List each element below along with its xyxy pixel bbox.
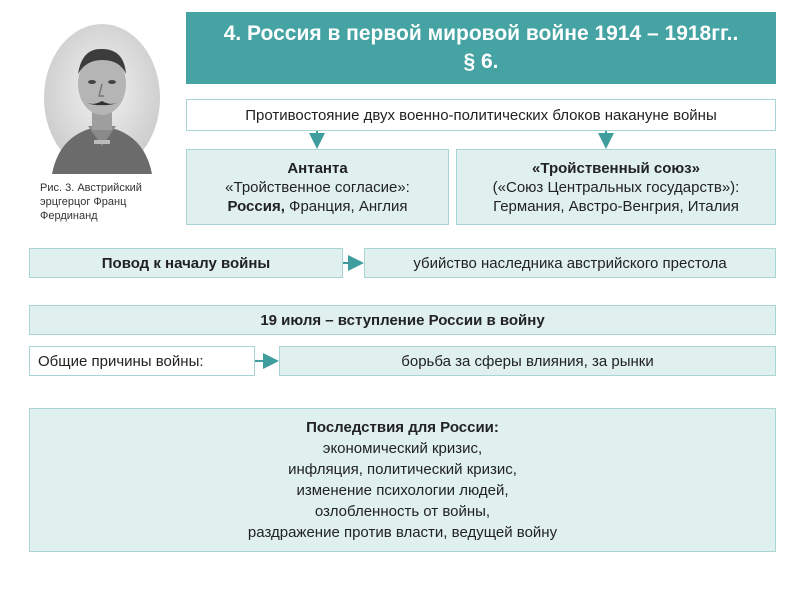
portrait-image (42, 22, 162, 174)
blocks-header: Противостояние двух военно-политических блоков накануне войны (186, 99, 776, 131)
entente-box (186, 149, 449, 225)
war-entry-box: 19 июля – вступление России в войну (29, 305, 776, 335)
consequence-item: инфляция, политический кризис, (288, 461, 517, 478)
triple-members: Германия, Австро-Венгрия, Италия (493, 197, 739, 215)
consequence-item: озлобленность от войны, (314, 503, 491, 520)
consequence-item: изменение психологии людей, (296, 482, 509, 499)
entente-subtitle: «Тройственное согласие»: (225, 178, 410, 196)
triple-name: «Тройственный союз» (532, 159, 700, 177)
entente-members (227, 197, 407, 216)
entente-name: Антанта (287, 159, 348, 177)
title-line-1: 4. Россия в первой мировой войне 1914 – 1918гг.. (223, 22, 739, 45)
pretext-label: Повод к началу войны (29, 248, 343, 278)
consequences-heading: Последствия для России: (306, 419, 499, 436)
entente-members-lead: Россия, (227, 197, 285, 215)
consequence-item: раздражение против власти, ведущей войну (247, 524, 558, 541)
consequence-item: экономический кризис, (322, 440, 483, 457)
pretext-value: убийство наследника австрийского престола (364, 248, 776, 278)
causes-value: борьба за сферы влияния, за рынки (279, 346, 776, 376)
causes-label: Общие причины войны: (29, 346, 255, 376)
portrait-caption: Рис. 3. Австрийский эрцгерцог Франц Фердинанд (40, 182, 142, 222)
consequences-box (29, 408, 776, 552)
entente-members-rest: Франция, Англия (284, 197, 408, 215)
triple-subtitle: («Союз Центральных государств»): (492, 178, 740, 196)
triple-alliance-box (456, 149, 776, 225)
page-title (186, 12, 776, 84)
title-line-2: § 6. (463, 50, 499, 73)
